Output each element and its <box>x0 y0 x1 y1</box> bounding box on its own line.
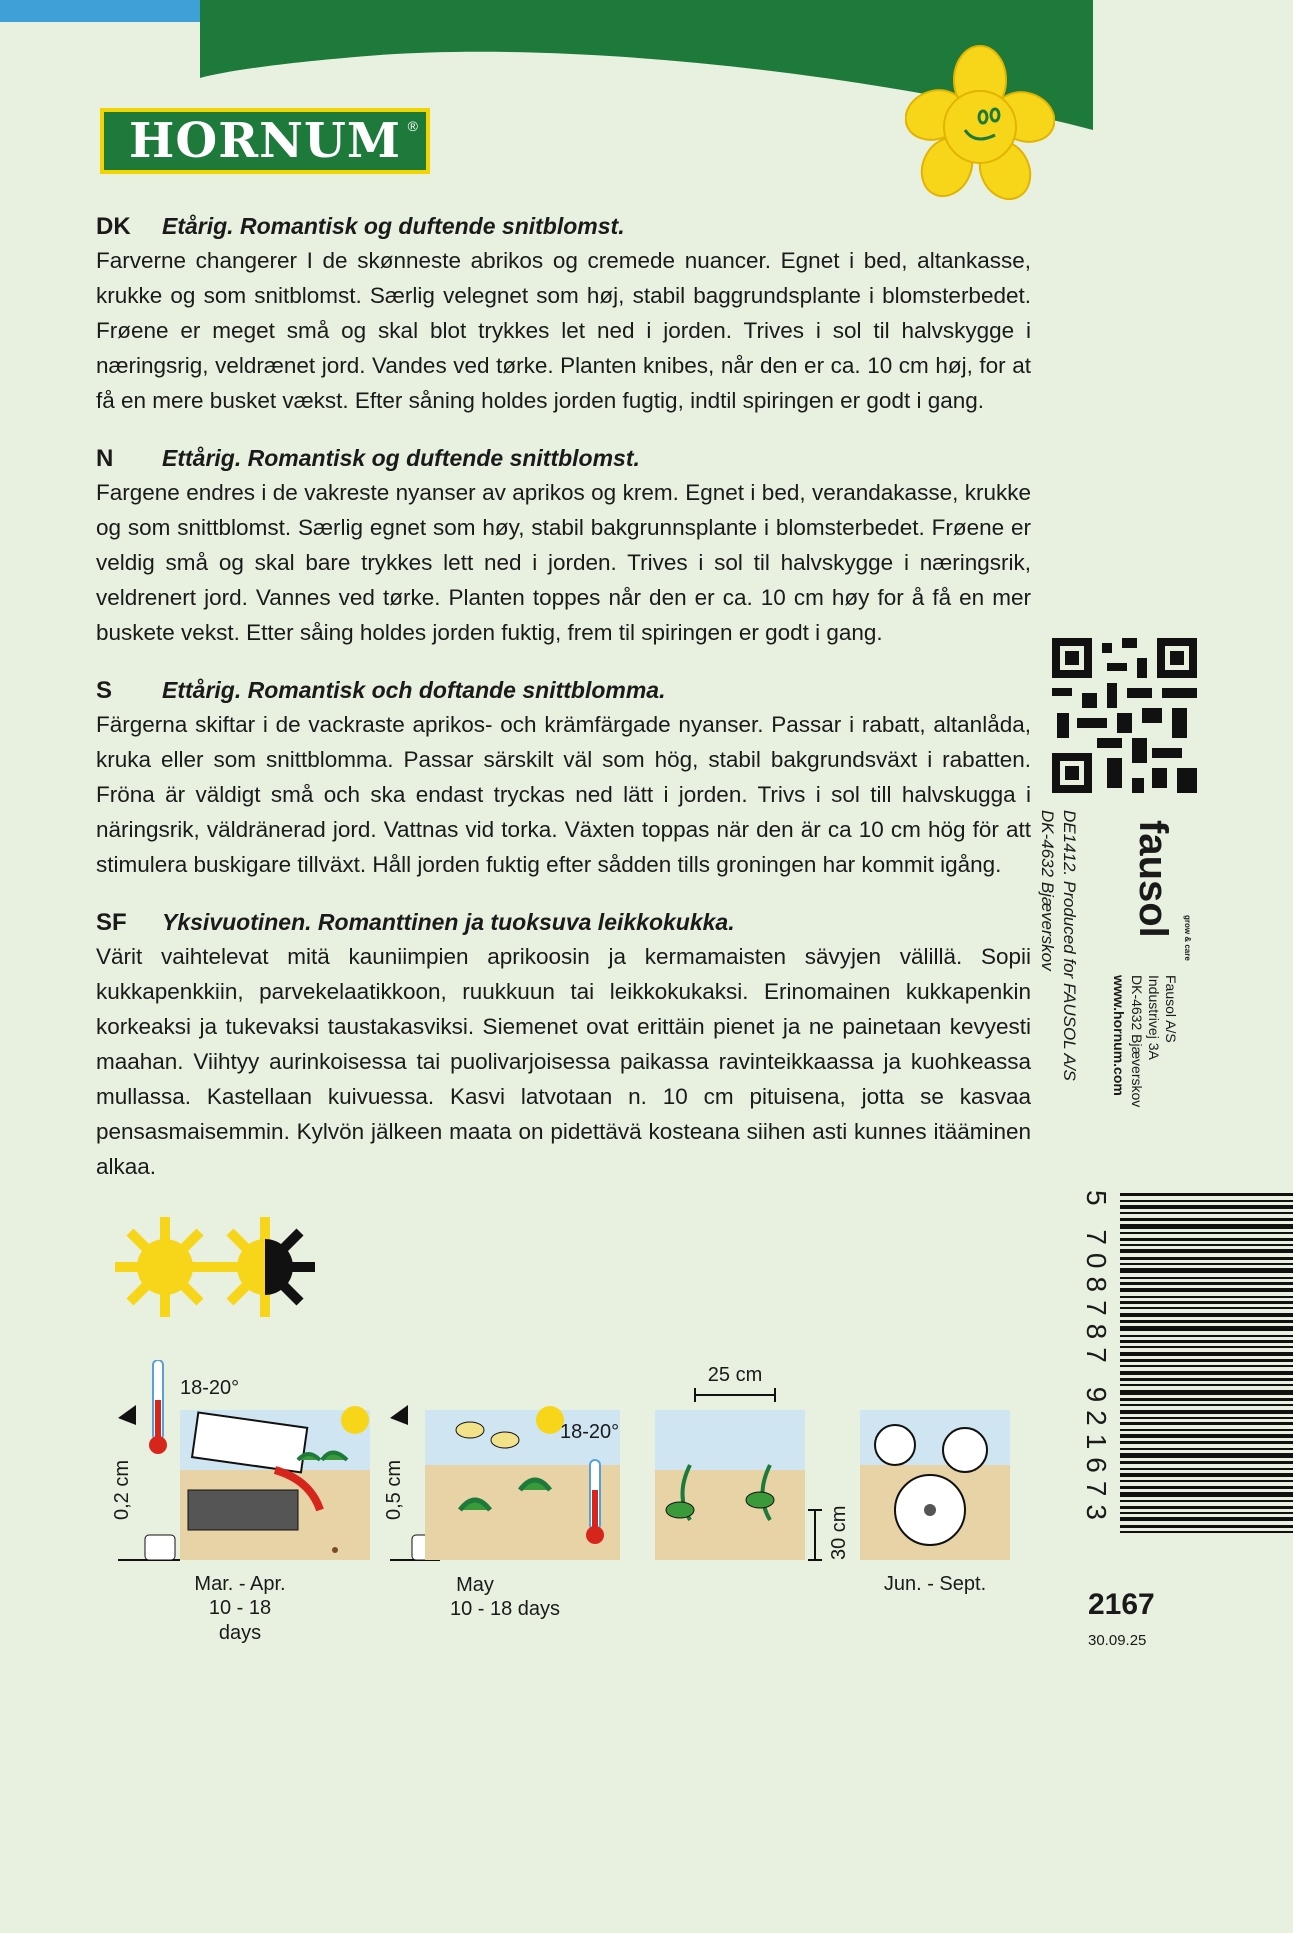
flowering-illustration <box>860 1410 1010 1560</box>
company-city: DK-4632 Bjæverskov <box>1129 975 1145 1108</box>
barcode-bar <box>1120 1480 1293 1482</box>
barcode-bar <box>1120 1313 1293 1317</box>
barcode-bar <box>1120 1277 1293 1279</box>
barcode-bar <box>1120 1296 1293 1298</box>
barcode-bar <box>1120 1352 1293 1356</box>
spacing-illustration <box>655 1388 822 1560</box>
barcode-bar <box>1120 1453 1293 1458</box>
lang-block-s <box>96 674 1031 882</box>
barcode-bar <box>1120 1205 1293 1209</box>
barcode-bar <box>1120 1461 1293 1464</box>
barcode-bar <box>1120 1232 1293 1234</box>
barcode-bar <box>1120 1218 1293 1221</box>
lang-body: Fargene endres i de vakreste nyanser av aprikos og krem. Egnet i bed, verandakasse, krukke og som snittblomst. Særlig egnet som høy, stabil bakgrunnsplante i blomsterbedet. Frøene er veldig små og skal bare trykkes lett ned i jorden. Trives i sol til halvskygge i næringsrik, veldrenert jord. Vannes ved tørke. Planten toppes når den er ca. 10 cm høy for å få en mer buskete vekst. Etter såing holdes jorden fuktig, frem til spiringen er godt i gang. <box>96 480 1031 645</box>
indoor-days: 10 - 18 days <box>208 1597 272 1644</box>
sowing-steps <box>0 1360 1030 1644</box>
barcode-bar <box>1120 1288 1293 1292</box>
barcode-bar <box>1120 1257 1293 1260</box>
barcode-bar <box>1120 1468 1293 1470</box>
barcode-bar <box>1120 1335 1293 1337</box>
lang-body: Färgerna skiftar i de vackraste aprikos- och krämfärgade nyanser. Passar i rabatt, altanlåda, kruka eller som snittblomma. Passar särskilt väl som hög, stabil bakgrundsväxt i rabatten. Fröna är väldigt små och ska endast tryckas ned lätt i jorden. Trivs i sol till halvskugga i näringsrik, väldränerad jord. Vattnas vid torka. Växten toppas när den är ca 10 cm hög för att stimulera buskigare tillväxt. Håll jorden fuktig efter sådden tills groningen har kommit igång. <box>96 712 1031 877</box>
indoor-temp: 18-20° <box>180 1377 240 1399</box>
lang-block-n <box>96 442 1031 650</box>
barcode-bar <box>1120 1422 1293 1425</box>
outdoor-months: May <box>456 1574 494 1596</box>
lang-heading <box>96 442 1031 475</box>
barcode-bar <box>1120 1500 1293 1502</box>
barcode-digits: 5 708787 921673 <box>1081 1190 1112 1528</box>
smiling-flower-icon <box>905 45 1055 200</box>
barcode-bar <box>1120 1434 1293 1438</box>
lang-code: S <box>96 677 113 704</box>
barcode-bar <box>1120 1307 1293 1309</box>
barcode-bar <box>1120 1301 1293 1304</box>
outdoor-depth: 0,5 cm <box>383 1459 405 1520</box>
barcode-bar <box>1120 1326 1293 1331</box>
barcode-bar <box>1120 1448 1293 1450</box>
flowering-months: Jun. - Sept. <box>883 1573 987 1595</box>
lang-block-sf <box>96 906 1031 1184</box>
lang-heading <box>96 906 1031 939</box>
sun-requirements <box>110 1212 320 1322</box>
lang-heading <box>96 674 1031 707</box>
hornum-logo <box>100 108 430 174</box>
barcode-bar <box>1120 1238 1293 1241</box>
outdoor-days: 10 - 18 days <box>449 1598 561 1620</box>
barcode-bar <box>1120 1378 1293 1381</box>
barcode-bar <box>1120 1517 1293 1521</box>
sowing-illustrations <box>0 1360 1030 1590</box>
barcode-bar <box>1120 1492 1293 1497</box>
barcode-bar <box>1120 1282 1293 1285</box>
half-shade-icon <box>215 1217 315 1317</box>
lang-headline: Ettårig. Romantisk och doftande snittblomma. <box>162 677 666 703</box>
full-sun-icon <box>115 1217 215 1317</box>
producer-city: DK-4632 Bjæverskov <box>1038 810 1057 971</box>
thermometer-icon <box>149 1360 167 1454</box>
barcode-bar <box>1120 1398 1293 1401</box>
barcode-bar <box>1120 1212 1293 1214</box>
qr-code-icon <box>1052 638 1197 793</box>
print-date: 30.09.25 <box>1088 1632 1147 1649</box>
indoor-sowing-illustration <box>118 1360 370 1560</box>
spacing-width: 25 cm <box>707 1364 763 1386</box>
barcode-bar <box>1120 1320 1293 1323</box>
lang-headline: Etårig. Romantisk og duftende snitblomst. <box>162 213 625 239</box>
logo-text: HORNUM <box>129 113 401 169</box>
producer-line: DE1412. Produced for FAUSOL A/S <box>1060 810 1079 1081</box>
spacing-height: 30 cm <box>828 1505 850 1560</box>
lang-body: Värit vaihtelevat mitä kauniimpien aprikoosin ja kermamaisten sävyjen välillä. Sopii kukkapenkkiin, parvekelaatikkoon, ruukkuun tai leikkokukaksi. Erinomainen kukkapenkin korkeaksi ja tukevaksi taustakasviksi. Siemenet ovat erittäin pienet ja ne painetaan kevyesti maahan. Viihtyy aurinkoisessa tai puolivarjoisessa paikassa ravinteikkaassa ja kuohkeassa mullassa. Kastellaan kuivuessa. Kasvi latvotaan n. 10 cm pituisena, jotta se kasvaa pensasmaisemmin. Kylvön jälkeen maata on pidettävä kosteana siihen asti kunnes itääminen alkaa. <box>96 944 1031 1179</box>
lang-code: N <box>96 445 114 472</box>
barcode-bar <box>1120 1365 1293 1367</box>
barcode-bar <box>1120 1404 1293 1406</box>
barcode-bar <box>1120 1263 1293 1265</box>
barcode-bar <box>1120 1384 1293 1386</box>
article-number: 2167 <box>1088 1588 1155 1621</box>
barcode-bar <box>1120 1268 1293 1273</box>
description-texts <box>96 210 1031 1208</box>
barcode-bar <box>1120 1224 1293 1229</box>
barcode-bar <box>1120 1244 1293 1246</box>
registered-mark: ® <box>407 118 418 134</box>
indoor-months: Mar. - Apr. <box>194 1573 286 1595</box>
barcode-bar <box>1120 1525 1293 1528</box>
barcode-bar <box>1120 1531 1293 1533</box>
barcode-bar <box>1120 1486 1293 1489</box>
lang-block-dk <box>96 210 1031 418</box>
barcode-bar <box>1120 1506 1293 1509</box>
fausol-tagline: grow & care <box>1183 915 1192 961</box>
lang-headline: Ettårig. Romantisk og duftende snittblomst. <box>162 445 640 471</box>
barcode-bar <box>1120 1417 1293 1419</box>
barcode-bar <box>1120 1340 1293 1343</box>
barcode-bar <box>1120 1249 1293 1253</box>
barcode-bar <box>1120 1390 1293 1395</box>
company-web: www.hornum.com <box>1111 975 1127 1096</box>
barcode-bar <box>1120 1346 1293 1348</box>
lang-code: SF <box>96 909 127 936</box>
barcode-bar <box>1120 1429 1293 1431</box>
barcode-bar <box>1120 1359 1293 1362</box>
barcode-bar <box>1120 1193 1293 1196</box>
lang-body: Farverne changerer I de skønneste abrikos og cremede nuancer. Egnet i bed, altankasse, krukke og som snitblomst. Særlig velegnet som høj, stabil baggrundsplante i blomsterbedet. Frøene er meget små og skal blot trykkes let ned i jorden. Trives i sol til halvskygge i næringsrig, veldrænet jord. Vandes ved tørke. Planten knibes, når den er ca. 10 cm høj, for at få en mere busket vækst. Efter såning holdes jorden fugtig, indtil spiringen er godt i gang. <box>96 248 1031 413</box>
lang-code: DK <box>96 213 131 240</box>
barcode-bar <box>1120 1410 1293 1414</box>
outdoor-temp: 18-20° <box>560 1421 620 1443</box>
fausol-logo: fausol <box>1131 820 1175 938</box>
barcode-bar <box>1120 1441 1293 1444</box>
lang-heading <box>96 210 1031 243</box>
lang-headline: Yksivuotinen. Romanttinen ja tuoksuva leikkokukka. <box>162 909 735 935</box>
indoor-depth: 0,2 cm <box>111 1459 133 1520</box>
company-street: Industrivej 3A <box>1146 975 1162 1060</box>
barcode-bar <box>1120 1473 1293 1477</box>
barcode-bar <box>1120 1200 1293 1202</box>
company-name: Fausol A/S <box>1163 975 1179 1043</box>
barcode-bar <box>1120 1371 1293 1375</box>
barcode-bar <box>1120 1512 1293 1514</box>
